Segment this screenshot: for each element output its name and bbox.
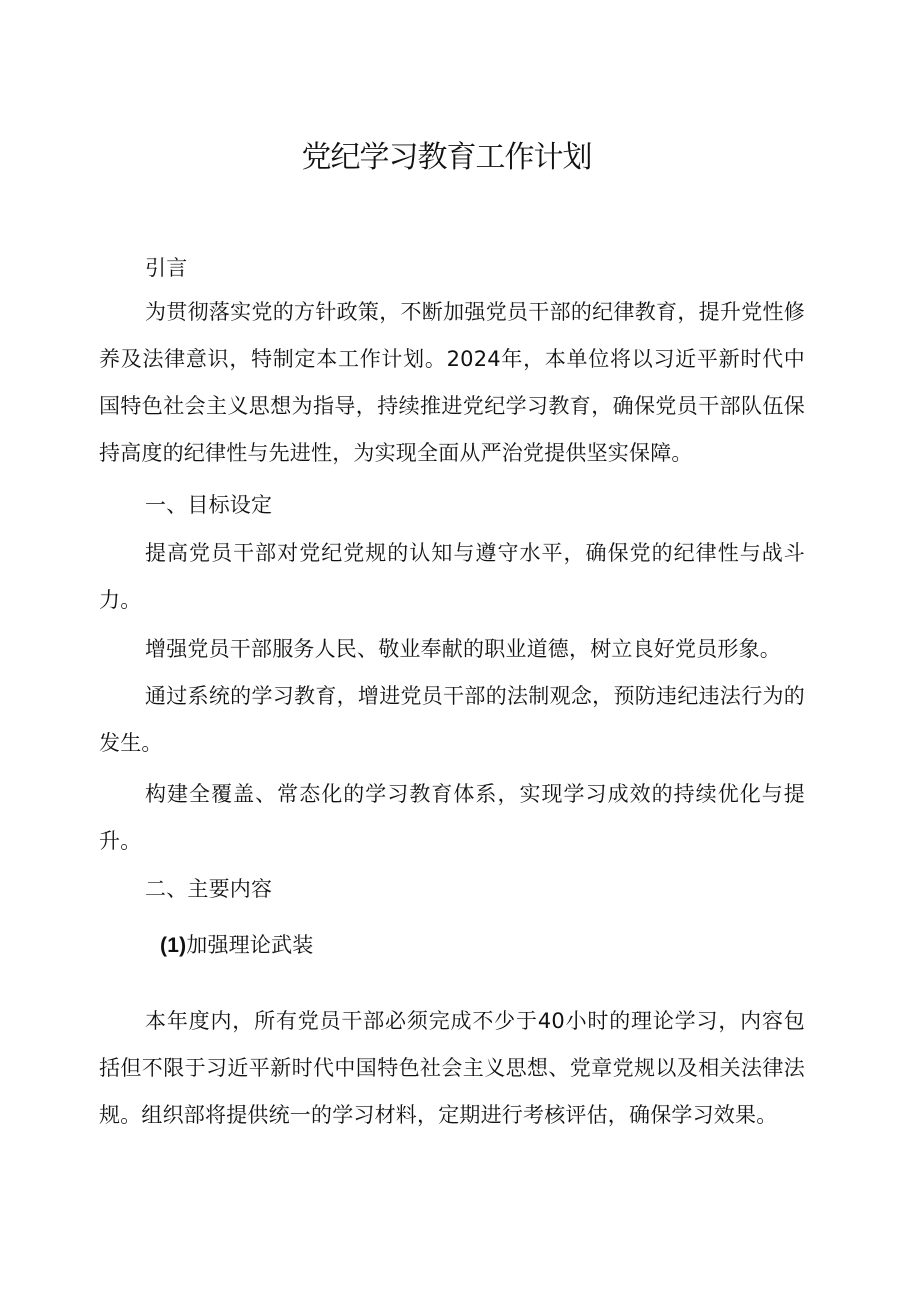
subsection-paragraph: 本年度内，所有党员干部必须完成不少于40小时的理论学习，内容包括但不限于习近平新时代中国特色社会主义思想、党章党规以及相关法律法规。组织部将提供统一的学习材料，定期进行考核评估，确保学习效果。 [99,1009,805,1127]
subsection-heading [160,922,660,969]
goal-paragraph: 通过系统的学习教育，增进党员干部的法制观念，预防违纪违法行为的发生。 [99,684,805,755]
goal-paragraph: 增强党员干部服务人民、敬业奉献的职业道德，树立良好党员形象。 [145,637,781,661]
goal-paragraph: 提高党员干部对党纪党规的认知与遵守水平，确保党的纪律性与战斗力。 [99,541,805,612]
goal-paragraph: 构建全覆盖、常态化的学习教育体系，实现学习成效的持续优化与提升。 [99,782,805,853]
section-heading-goals: 一、目标设定 [145,493,273,517]
document-title: 党纪学习教育工作计划 [301,140,592,175]
section-heading-content: 二、主要内容 [145,877,273,901]
intro-paragraph: 为贯彻落实党的方针政策，不断加强党员干部的纪律教育，提升党性修养及法律意识，特制定本工作计划。2024年，本单位将以习近平新时代中国特色社会主义思想为指导，持续推进党纪学习教育，确保党员干部队伍保持高度的纪律性与先进性，为实现全面从严治党提供坚实保障。 [99,300,805,465]
subsection-number: (1) [160,934,187,957]
intro-heading: 引言 [145,256,188,280]
subsection-title: 加强理论武装 [186,933,314,957]
